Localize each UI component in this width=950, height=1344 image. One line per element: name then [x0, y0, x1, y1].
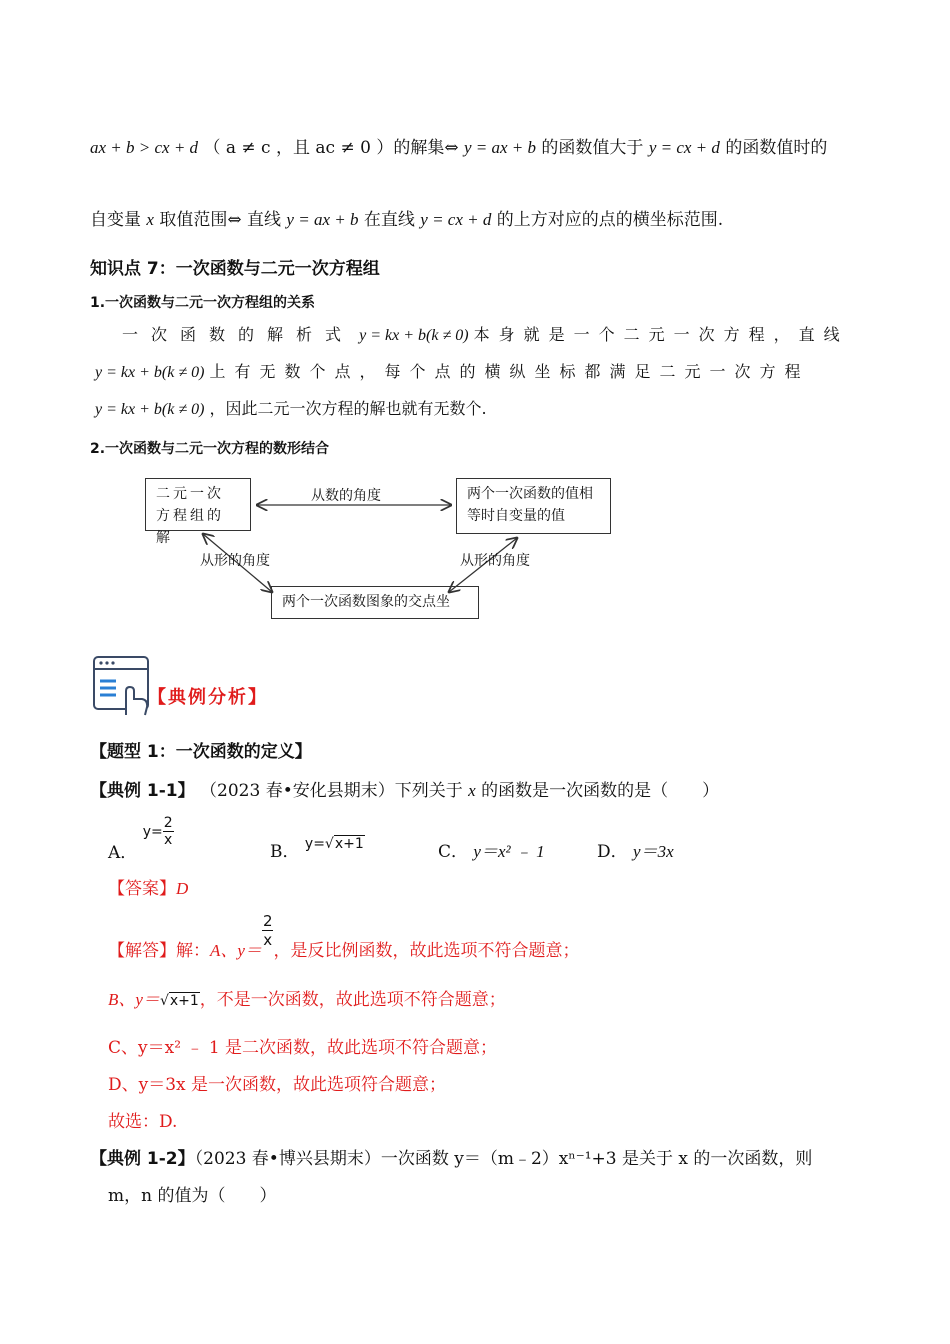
- question-type-title: 【题型 1：一次函数的定义】: [90, 742, 312, 762]
- answer-label: 【答案】: [108, 879, 176, 899]
- example-1-2-stem: [90, 1144, 812, 1169]
- subsection-title-1: 1.一次函数与二元一次方程组的关系: [90, 295, 316, 311]
- function-expression-2: y = cx + d: [420, 210, 492, 229]
- radicand: x+1: [334, 836, 364, 852]
- fraction-denominator: x: [164, 832, 173, 848]
- example-source: （2023 春•安化县期末）下列关于: [200, 781, 463, 801]
- solution-a-prefix: A、y＝: [210, 941, 262, 960]
- solution-a-fraction: [262, 912, 274, 949]
- option-d-letter: D．: [597, 842, 628, 862]
- option-b-expression: y=√x+1: [304, 836, 364, 852]
- example-analysis-banner: [92, 655, 268, 721]
- fraction-denominator: x: [263, 931, 273, 949]
- example-question: 的函数是一次函数的是（ ）: [481, 781, 720, 801]
- option-c: [438, 837, 545, 862]
- trailing-text: 的函数值时的: [725, 138, 828, 158]
- option-b-letter: B．: [270, 842, 300, 862]
- option-d-expression: y＝3x: [633, 842, 674, 861]
- solution-label: 【解答】解：: [108, 941, 210, 961]
- diagram-box-function-values-equal: 两个一次函数的值相等时自变量的值: [456, 478, 611, 534]
- condition-text: （ a ≠ c ，且 ac ≠ 0 ）的解集⇔: [203, 138, 459, 158]
- option-a-fraction: [163, 815, 174, 848]
- banner-title: 【典例分析】: [148, 687, 268, 708]
- linear-function-expression: y = kx + b(k ≠ 0): [95, 401, 205, 418]
- option-c-expression: y＝x² ﹣ 1: [473, 842, 545, 861]
- answer-line: [108, 874, 188, 899]
- solution-line-c: C、y＝x² ﹣ 1 是二次函数，故此选项不符合题意；: [108, 1038, 498, 1058]
- example-1-1-stem: [90, 776, 719, 801]
- text-segment: 的上方对应的点的横坐标范围.: [496, 210, 724, 230]
- example-label: 【典例 1-2】: [90, 1149, 195, 1169]
- connector-text: 的函数值大于: [541, 138, 644, 158]
- label-shape-perspective-left: 从形的角度: [200, 553, 270, 569]
- option-a-letter: A．: [108, 843, 138, 863]
- function-expression-2: y = cx + d: [648, 138, 720, 157]
- option-a: [108, 815, 174, 863]
- option-a-y: y=: [142, 824, 163, 840]
- inequality-expression: ax + b > cx + d: [90, 138, 199, 157]
- variable-x: x: [468, 781, 476, 800]
- example-1-2-line-2: m，n 的值为（ ）: [108, 1186, 277, 1206]
- text-segment: 上有无数个点，每个点的横纵坐标都满足二元一次方程: [209, 362, 810, 381]
- function-expression-1: y = ax + b: [286, 210, 359, 229]
- fraction-numerator: 2: [163, 815, 173, 831]
- diagram-box-equation-solution: 二元一次方程组的解: [145, 478, 251, 531]
- knowledge-point-title: 知识点 7：一次函数与二元一次方程组: [90, 259, 380, 279]
- option-d: [597, 837, 674, 862]
- label-shape-perspective-right: 从形的角度: [460, 553, 530, 569]
- linear-function-expression: y = kx + b(k ≠ 0): [359, 327, 469, 344]
- solution-b-prefix: B、y＝: [108, 990, 160, 1009]
- subsection-title-2: 2.一次函数与二元一次方程的数形结合: [90, 441, 330, 457]
- fraction-numerator: 2: [262, 912, 273, 930]
- function-expression-1: y = ax + b: [463, 138, 537, 157]
- example-label: 【典例 1-1】: [90, 781, 195, 801]
- option-b: [270, 832, 365, 862]
- label-number-perspective: 从数的角度: [311, 488, 381, 504]
- text-segment: ，因此二元一次方程的解也就有无数个.: [209, 399, 487, 418]
- linear-function-expression: y = kx + b(k ≠ 0): [95, 364, 205, 381]
- text-segment: 一次函数的解析式: [122, 325, 355, 344]
- solution-line-b: [108, 985, 506, 1010]
- option-b-y: y=: [304, 836, 325, 852]
- text-segment: 取值范围⇔ 直线: [159, 210, 282, 230]
- solution-b-text: ，不是一次函数，故此选项不符合题意；: [199, 990, 506, 1010]
- diagram-box-intersection-point: 两个一次函数图象的交点坐: [271, 586, 479, 619]
- text-segment: 自变量: [90, 210, 141, 230]
- solution-line-d: D、y＝3x 是一次函数，故此选项符合题意；: [108, 1075, 447, 1095]
- text-segment: 本身就是一个二元一次方程，直线: [473, 325, 849, 344]
- answer-value: D: [176, 879, 189, 898]
- document-pointer-icon: [92, 655, 154, 717]
- radicand: x+1: [169, 993, 199, 1009]
- example-question: （2023 春•博兴县期末）一次函数 y＝（m﹣2）xⁿ⁻¹+3 是关于 x 的一次函数，则: [194, 1149, 813, 1169]
- text-segment: 在直线: [363, 210, 415, 230]
- solution-a-text: ，是反比例函数，故此选项不符合题意；: [273, 941, 580, 961]
- solution-line-a: [108, 912, 580, 961]
- solution-b-sqrt: √x+1: [159, 993, 199, 1009]
- solution-final: 故选：D.: [108, 1112, 178, 1132]
- variable-x: x: [146, 210, 154, 229]
- option-c-letter: C．: [438, 842, 469, 862]
